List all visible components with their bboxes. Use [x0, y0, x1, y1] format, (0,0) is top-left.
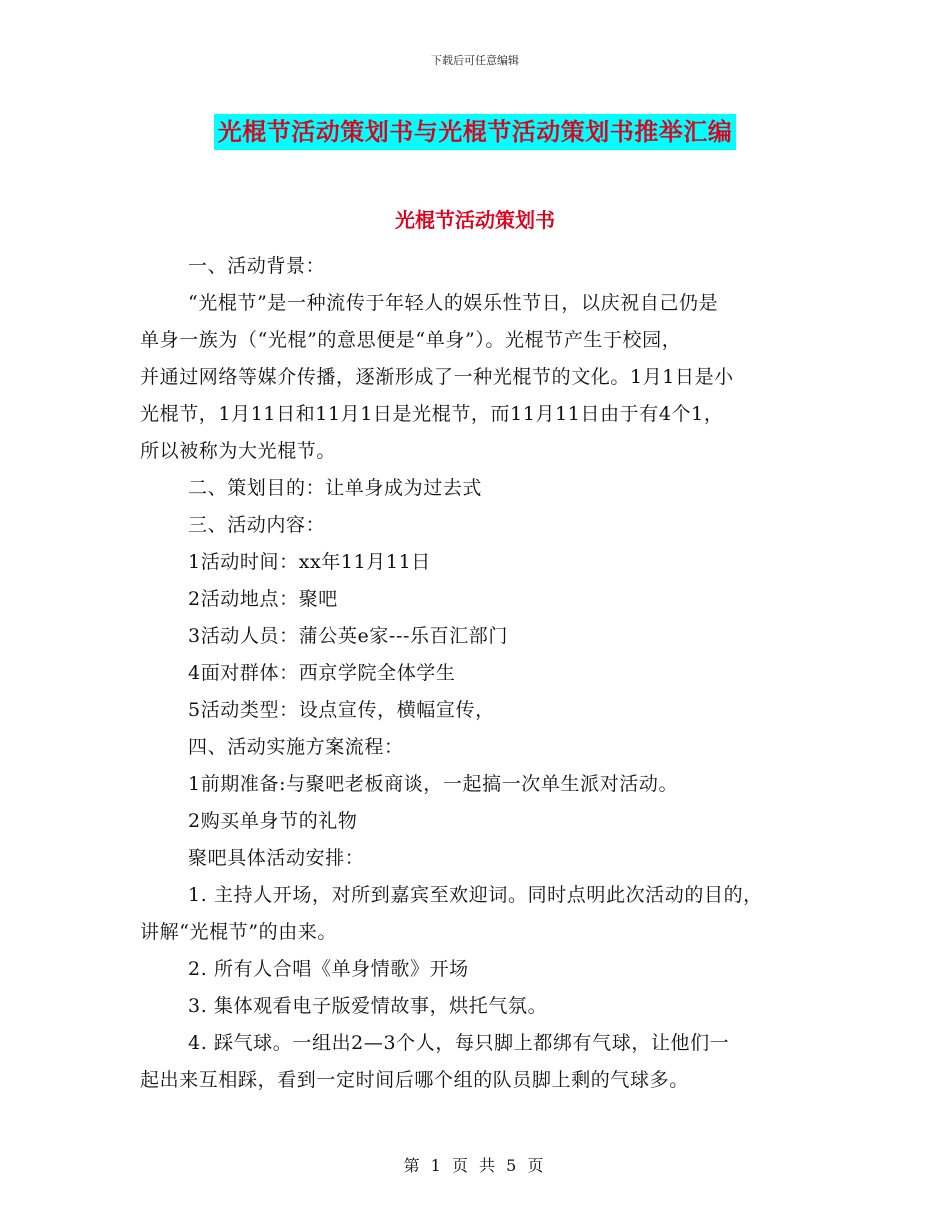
paragraph-line: 一、活动背景： — [188, 255, 326, 277]
document-title: 光棍节活动策划书与光棍节活动策划书推举汇编 — [214, 114, 737, 150]
document-title-container — [0, 114, 950, 150]
section-title: 光棍节活动策划书 — [395, 208, 555, 232]
paragraph-line: 1活动时间：xx年11月11日 — [188, 551, 431, 573]
paragraph-line: 3. 集体观看电子版爱情故事，烘托气氛。 — [188, 995, 548, 1017]
paragraph-line: 单身一族为（“光棍”的意思便是“单身”）。光棍节产生于校园， — [140, 329, 682, 351]
paragraph-line: “光棍节”是一种流传于年轻人的娱乐性节日，以庆祝自己仍是 — [188, 292, 719, 314]
paragraph-line: 光棍节，1月11日和11月1日是光棍节，而11月11日由于有4个1， — [140, 403, 724, 425]
paragraph-line: 起出来互相踩，看到一定时间后哪个组的队员脚上剩的气球多。 — [140, 1069, 689, 1091]
document-body — [140, 248, 830, 1099]
paragraph-line: 聚吧具体活动安排： — [188, 847, 365, 869]
header-note: 下载后可任意编辑 — [431, 54, 519, 67]
paragraph-line: 所以被称为大光棍节。 — [140, 440, 337, 462]
paragraph-line: 2活动地点：聚吧 — [188, 588, 338, 610]
paragraph-line: 1. 主持人开场，对所到嘉宾至欢迎词。同时点明此次活动的目的， — [188, 884, 763, 906]
paragraph-line: 二、策划目的：让单身成为过去式 — [188, 477, 483, 499]
paragraph-line: 4面对群体：西京学院全体学生 — [188, 662, 456, 684]
paragraph-line: 1前期准备:与聚吧老板商谈，一起搞一次单生派对活动。 — [188, 773, 679, 795]
paragraph-line: 三、活动内容： — [188, 514, 326, 536]
paragraph-line: 3活动人员：蒲公英e家---乐百汇部门 — [188, 625, 508, 647]
paragraph-line: 并通过网络等媒介传播，逐渐形成了一种光棍节的文化。1月1日是小 — [140, 366, 734, 388]
paragraph-line: 四、活动实施方案流程： — [188, 736, 404, 758]
paragraph-line: 4. 踩气球。一组出2—3个人，每只脚上都绑有气球，让他们一 — [188, 1032, 730, 1054]
paragraph-line: 2. 所有人合唱《单身情歌》开场 — [188, 958, 469, 980]
page-footer: 第 1 页 共 5 页 — [403, 1156, 547, 1175]
paragraph-line: 5活动类型：设点宣传，横幅宣传， — [188, 699, 495, 721]
paragraph-line: 讲解“光棍节”的由来。 — [140, 921, 338, 943]
paragraph-line: 2购买单身节的礼物 — [188, 810, 358, 832]
